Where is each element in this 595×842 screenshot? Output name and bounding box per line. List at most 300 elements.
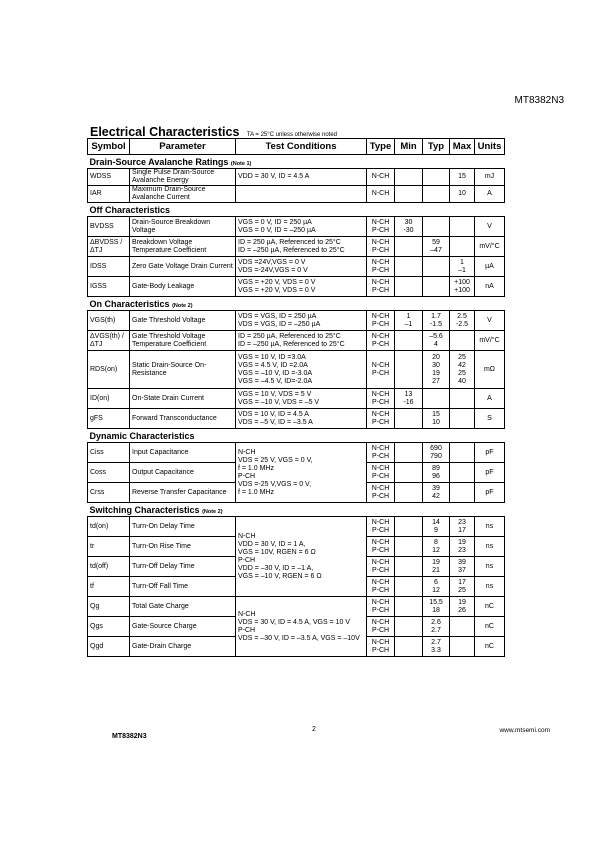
typ-value: 19 [432, 369, 440, 377]
table-row [88, 186, 505, 203]
type-cell [367, 517, 395, 537]
type-line: P-CH [371, 452, 390, 460]
max-value: 19 [458, 538, 466, 546]
table-row [88, 277, 505, 297]
units-cell: nC [475, 637, 505, 657]
table-row [88, 217, 505, 237]
typ-value: 42 [432, 492, 440, 500]
symbol-cell: IGSS [88, 277, 130, 297]
min-cell [395, 557, 423, 577]
parameter-cell: Turn-Off Delay Time [130, 557, 236, 577]
symbol-cell: Crss [88, 483, 130, 503]
min-cell [395, 597, 423, 617]
symbol-cell: IDSS [88, 257, 130, 277]
type-line: N-CH [371, 312, 390, 320]
typ-cell [423, 537, 450, 557]
min-cell [395, 351, 423, 389]
max-value: 40 [458, 377, 466, 385]
shared-conditions-cell [236, 597, 367, 657]
units-cell: V [475, 217, 505, 237]
units-cell: ns [475, 537, 505, 557]
condition-line: VGS = –10 V, ID =-3.0A [238, 369, 313, 377]
typ-cell [423, 483, 450, 503]
shared-conditions-cell [236, 443, 367, 503]
type-cell [367, 443, 395, 463]
type-cell [367, 637, 395, 657]
max-value: 17 [458, 578, 466, 586]
type-line: N-CH [371, 618, 390, 626]
type-line: P-CH [371, 226, 390, 234]
table-row [88, 597, 505, 617]
type-line: N-CH [371, 484, 390, 492]
parameter-cell: Gate-Drain Charge [130, 637, 236, 657]
typ-value: 30 [432, 361, 440, 369]
typ-value: 21 [432, 566, 440, 574]
min-cell [395, 517, 423, 537]
type-cell [367, 577, 395, 597]
condition-line: VDS = VGS, ID = –250 µA [238, 320, 321, 328]
max-cell [450, 351, 475, 389]
type-cell [367, 389, 395, 409]
parameter-cell: Reverse Transfer Capacitance [130, 483, 236, 503]
type-cell [367, 557, 395, 577]
condition-line: f = 1.0 MHz [238, 464, 274, 472]
typ-cell [423, 169, 450, 186]
typ-value: 9 [434, 526, 438, 534]
condition-line: ID = –250 µA, Referenced to 25°C [238, 246, 345, 254]
units-cell: S [475, 409, 505, 429]
max-value: 10 [458, 190, 466, 197]
table-row [88, 517, 505, 537]
symbol-cell: Qgd [88, 637, 130, 657]
typ-cell [423, 237, 450, 257]
typ-cell [423, 277, 450, 297]
parameter-cell: Gate-Body Leakage [130, 277, 236, 297]
max-value: 1 [460, 258, 464, 266]
parameter-cell: Single Pulse Drain-Source Avalanche Energy [130, 169, 236, 186]
symbol-cell: Coss [88, 463, 130, 483]
max-value: 25 [458, 353, 466, 361]
page-number: 2 [312, 726, 316, 733]
typ-value: 2.6 [431, 618, 441, 626]
column-header: Max [450, 139, 475, 155]
parameter-cell: Input Capacitance [130, 443, 236, 463]
type-line: P-CH [371, 398, 390, 406]
column-header: Parameter [130, 139, 236, 155]
units-cell: mV/°C [475, 237, 505, 257]
parameter-cell: Gate Threshold Voltage Temperature Coefficient [130, 331, 236, 351]
max-value: 17 [458, 526, 466, 534]
max-cell [450, 169, 475, 186]
max-value: 39 [458, 558, 466, 566]
section-header-row [88, 203, 505, 217]
type-line: P-CH [371, 646, 390, 654]
typ-cell [423, 637, 450, 657]
condition-line: VGS = 4.5 V, ID =2.0A [238, 361, 308, 369]
section-note: (Note 2) [202, 509, 223, 515]
units-cell: mJ [475, 169, 505, 186]
header-part-number: MT8382N3 [514, 95, 564, 106]
max-value: 23 [458, 518, 466, 526]
condition-line: P-CH [238, 626, 256, 634]
min-value: -16 [403, 398, 414, 406]
condition-line: VGS = 10V, RGEN = 6 Ω [238, 548, 316, 556]
units-cell: A [475, 389, 505, 409]
typ-value: 690 [430, 444, 442, 452]
min-cell [395, 637, 423, 657]
typ-value: 12 [432, 586, 440, 594]
typ-value: 14 [432, 518, 440, 526]
type-line: N-CH [371, 410, 390, 418]
max-cell [450, 311, 475, 331]
parameter-cell: Static Drain-Source On-Resistance [130, 351, 236, 389]
min-cell [395, 311, 423, 331]
type-line: N-CH [371, 444, 390, 452]
shared-conditions-cell [236, 517, 367, 597]
typ-value: 2.7 [431, 626, 441, 634]
typ-cell [423, 351, 450, 389]
type-line: N-CH [371, 538, 390, 546]
condition-line: N-CH [238, 532, 256, 540]
conditions-cell [236, 186, 367, 203]
type-cell [367, 169, 395, 186]
condition-line: VGS = 0 V, ID = 250 µA [238, 218, 312, 226]
section-header-row [88, 155, 505, 169]
max-cell [450, 517, 475, 537]
type-line: P-CH [371, 606, 390, 614]
type-line: P-CH [371, 586, 390, 594]
symbol-cell: ID(on) [88, 389, 130, 409]
units-cell: ns [475, 577, 505, 597]
min-cell [395, 617, 423, 637]
symbol-cell: Qgs [88, 617, 130, 637]
column-header: Symbol [88, 139, 130, 155]
max-cell [450, 577, 475, 597]
min-cell [395, 331, 423, 351]
parameter-cell: On-State Drain Current [130, 389, 236, 409]
condition-line: ID = –250 µA, Referenced to 25°C [238, 340, 345, 348]
symbol-cell: ΔBVDSS / ΔTJ [88, 237, 130, 257]
type-line: P-CH [371, 266, 390, 274]
section-title: Drain-Source Avalanche Ratings [89, 157, 229, 167]
type-cell [367, 537, 395, 557]
conditions-cell [236, 237, 367, 257]
type-line: N-CH [371, 190, 390, 197]
parameter-cell: Zero Gate Voltage Drain Current [130, 257, 236, 277]
type-cell [367, 409, 395, 429]
section-header-row [88, 297, 505, 311]
typ-value: 27 [432, 377, 440, 385]
table-row [88, 237, 505, 257]
typ-value: -1.5 [429, 320, 443, 328]
typ-cell [423, 617, 450, 637]
condition-line: VGS = –10 V, VDS = –5 V [238, 398, 320, 406]
type-line: N-CH [371, 238, 390, 246]
max-value: 25 [458, 586, 466, 594]
max-value: 37 [458, 566, 466, 574]
conditions-cell [236, 277, 367, 297]
conditions-cell [236, 217, 367, 237]
type-line: N-CH [371, 578, 390, 586]
table-row [88, 351, 505, 389]
parameter-cell: Maximum Drain-Source Avalanche Current [130, 186, 236, 203]
title-condition: TA = 25°C unless otherwise noted [246, 132, 338, 138]
min-value: –1 [404, 320, 413, 328]
condition-line: VGS = –10 V, RGEN = 6 Ω [238, 572, 322, 580]
units-cell: nA [475, 277, 505, 297]
typ-value: 15 [432, 410, 440, 418]
max-value: -2.5 [455, 320, 469, 328]
symbol-cell: td(off) [88, 557, 130, 577]
condition-line: VGS = 10 V, ID =3.0A [238, 353, 306, 361]
type-line: N-CH [371, 218, 390, 226]
typ-cell [423, 311, 450, 331]
units-cell: V [475, 311, 505, 331]
units-cell: A [475, 186, 505, 203]
parameter-cell: Breakdown Voltage Temperature Coefficient [130, 237, 236, 257]
column-header: Units [475, 139, 505, 155]
units-cell: ns [475, 557, 505, 577]
table-header-row [88, 139, 505, 155]
min-cell [395, 237, 423, 257]
typ-value: 2.7 [431, 638, 441, 646]
type-cell [367, 311, 395, 331]
type-cell [367, 186, 395, 203]
condition-line: VGS = +20 V, VDS = 0 V [238, 286, 316, 294]
type-line: P-CH [371, 492, 390, 500]
typ-cell [423, 409, 450, 429]
condition-line: f = 1.0 MHz [238, 488, 274, 496]
max-value: 42 [458, 361, 466, 369]
section-title: Switching Characteristics [89, 505, 200, 515]
type-line: N-CH [371, 558, 390, 566]
condition-line: VDS =-24V,VGS = 0 V [238, 266, 308, 274]
min-cell [395, 277, 423, 297]
min-cell [395, 443, 423, 463]
parameter-cell: Gate Threshold Voltage [130, 311, 236, 331]
units-cell: nC [475, 617, 505, 637]
min-value: 13 [404, 390, 413, 398]
typ-cell [423, 577, 450, 597]
column-header: Typ [423, 139, 450, 155]
section-header-row [88, 429, 505, 443]
units-cell: nC [475, 597, 505, 617]
units-cell: pF [475, 483, 505, 503]
section-note: (Note 2) [172, 303, 193, 309]
max-value: –1 [458, 266, 466, 274]
footer-url: www.mtsemi.com [499, 727, 550, 734]
max-value: 26 [458, 606, 466, 614]
max-value: 19 [458, 598, 466, 606]
min-cell [395, 389, 423, 409]
min-cell [395, 463, 423, 483]
type-line: N-CH [371, 361, 390, 369]
typ-cell [423, 186, 450, 203]
typ-value: 15.5 [429, 598, 443, 606]
table-row [88, 169, 505, 186]
condition-line: VDS = 30 V, ID = 4.5 A, VGS = 10 V [238, 618, 351, 626]
symbol-cell: IAR [88, 186, 130, 203]
min-value: 30 [404, 218, 413, 226]
min-cell [395, 186, 423, 203]
section-note: (Note 1) [230, 161, 252, 167]
type-line: P-CH [371, 526, 390, 534]
typ-value: 10 [432, 418, 440, 426]
condition-line: P-CH [238, 556, 256, 564]
section-title: Off Characteristics [89, 205, 171, 215]
type-line: N-CH [371, 464, 390, 472]
symbol-cell: tr [88, 537, 130, 557]
max-value: 23 [458, 546, 466, 554]
section-title: Dynamic Characteristics [89, 431, 195, 441]
table-row [88, 409, 505, 429]
max-cell [450, 443, 475, 463]
footer-part-number: MT8382N3 [112, 733, 147, 740]
type-cell [367, 597, 395, 617]
typ-value: 1.7 [431, 312, 441, 320]
condition-line: ID = 250 µA, Referenced to 25°C [238, 332, 341, 340]
type-cell [367, 257, 395, 277]
typ-cell [423, 463, 450, 483]
min-cell [395, 483, 423, 503]
conditions-cell [236, 257, 367, 277]
typ-value: 6 [434, 578, 438, 586]
symbol-cell: Qg [88, 597, 130, 617]
max-value: 25 [458, 369, 466, 377]
units-cell: mV/°C [475, 331, 505, 351]
symbol-cell: RDS(on) [88, 351, 130, 389]
min-cell [395, 257, 423, 277]
max-cell [450, 277, 475, 297]
parameter-cell: Forward Transconductance [130, 409, 236, 429]
type-cell [367, 237, 395, 257]
typ-value: 89 [432, 464, 440, 472]
typ-value: 4 [434, 340, 438, 348]
condition-line: P-CH [238, 472, 256, 480]
table-row [88, 443, 505, 463]
typ-value: 12 [432, 546, 440, 554]
units-cell: pF [475, 443, 505, 463]
max-cell [450, 617, 475, 637]
condition-line: VDS = 25 V, VGS = 0 V, [238, 456, 313, 464]
symbol-cell: WDSS [88, 169, 130, 186]
conditions-cell [236, 311, 367, 331]
conditions-cell [236, 409, 367, 429]
typ-cell [423, 517, 450, 537]
symbol-cell: td(on) [88, 517, 130, 537]
conditions-cell [236, 389, 367, 409]
parameter-cell: Turn-On Delay Time [130, 517, 236, 537]
max-cell [450, 217, 475, 237]
parameter-cell: Drain-Source Breakdown Voltage [130, 217, 236, 237]
parameter-cell: Total Gate Charge [130, 597, 236, 617]
type-line: P-CH [371, 246, 390, 254]
conditions-cell [236, 351, 367, 389]
type-cell [367, 217, 395, 237]
typ-value: –5.6 [429, 332, 443, 340]
min-cell [395, 577, 423, 597]
max-cell [450, 637, 475, 657]
typ-cell [423, 257, 450, 277]
condition-line: VGS = 0 V, ID = –250 µA [238, 226, 316, 234]
type-line: P-CH [371, 418, 390, 426]
condition-line: VGS = –4.5 V, ID=-2.0A [238, 377, 313, 385]
type-cell [367, 463, 395, 483]
condition-line: VDS =-25 V,VGS = 0 V, [238, 480, 312, 488]
type-line: N-CH [371, 638, 390, 646]
type-line: N-CH [371, 173, 390, 180]
type-line: P-CH [371, 340, 390, 348]
symbol-cell: BVDSS [88, 217, 130, 237]
max-cell [450, 483, 475, 503]
condition-line: VDD = 30 V, ID = 4.5 A [238, 173, 310, 180]
symbol-cell: Ciss [88, 443, 130, 463]
table-row [88, 311, 505, 331]
max-cell [450, 597, 475, 617]
condition-line: VGS = +20 V, VDS = 0 V [238, 278, 316, 286]
units-cell: pF [475, 463, 505, 483]
max-cell [450, 389, 475, 409]
condition-line: VDS = –30 V, ID = –3.5 A, VGS = –10V [238, 634, 360, 642]
max-cell [450, 537, 475, 557]
typ-value: 3.3 [431, 646, 441, 654]
min-cell [395, 217, 423, 237]
column-header: Min [395, 139, 423, 155]
symbol-cell: ΔVGS(th) / ΔTJ [88, 331, 130, 351]
max-value: 15 [458, 173, 466, 180]
type-line: N-CH [371, 518, 390, 526]
typ-cell [423, 597, 450, 617]
conditions-cell [236, 331, 367, 351]
type-line: P-CH [371, 472, 390, 480]
table-row [88, 331, 505, 351]
column-header: Type [367, 139, 395, 155]
min-value: 1 [406, 312, 411, 320]
type-line: P-CH [371, 546, 390, 554]
type-line: N-CH [371, 332, 390, 340]
page-title: Electrical Characteristics [90, 125, 240, 139]
typ-value: 96 [432, 472, 440, 480]
typ-value: 18 [432, 606, 440, 614]
typ-value: 59 [432, 238, 440, 246]
min-cell [395, 169, 423, 186]
min-cell [395, 537, 423, 557]
type-cell [367, 483, 395, 503]
typ-value: –47 [430, 246, 442, 254]
table-row [88, 257, 505, 277]
typ-cell [423, 389, 450, 409]
condition-line: VDD = 30 V, ID = 1 A, [238, 540, 306, 548]
typ-value: 8 [434, 538, 438, 546]
condition-line: VDD = –30 V, ID = –1 A, [238, 564, 314, 572]
units-cell: ns [475, 517, 505, 537]
typ-cell [423, 557, 450, 577]
type-cell [367, 331, 395, 351]
section-header-row [88, 503, 505, 517]
min-value: -30 [403, 226, 414, 234]
max-cell [450, 237, 475, 257]
max-cell [450, 463, 475, 483]
condition-line: VDS = –5 V, ID = –3.5 A [238, 418, 313, 426]
type-cell [367, 617, 395, 637]
max-value: +100 [454, 278, 470, 286]
conditions-cell [236, 169, 367, 186]
type-line: P-CH [371, 320, 390, 328]
condition-line: VDS = 10 V, ID = 4.5 A [238, 410, 309, 418]
condition-line: VDS =24V,VGS = 0 V [238, 258, 306, 266]
max-cell [450, 409, 475, 429]
typ-cell [423, 331, 450, 351]
